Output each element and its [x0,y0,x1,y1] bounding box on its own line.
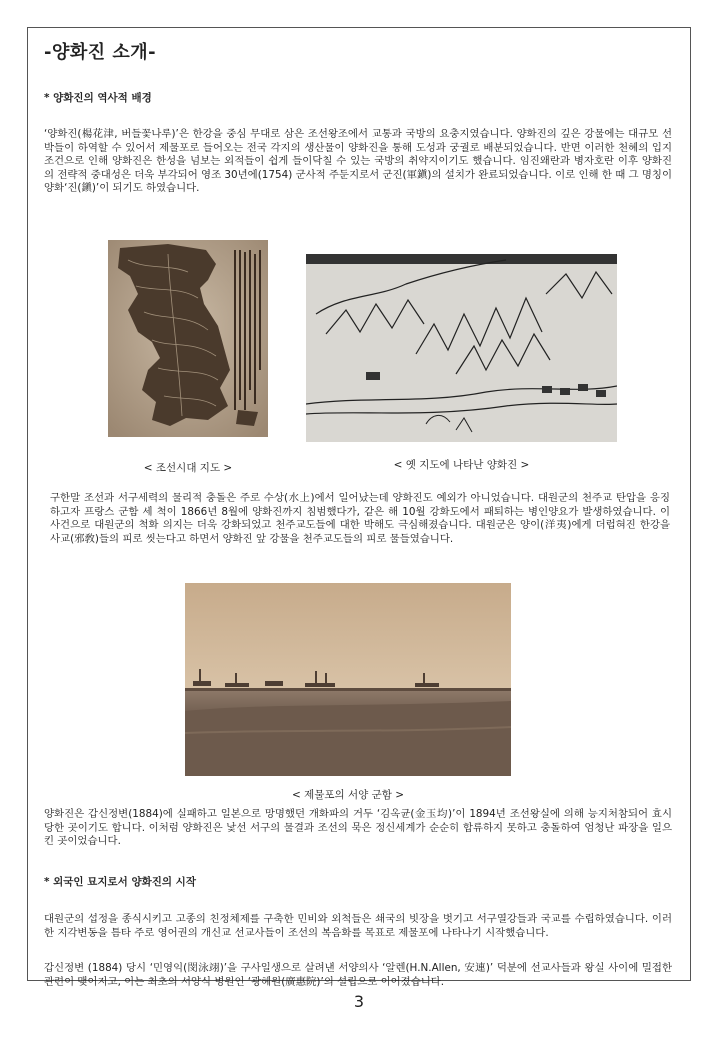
old-yanghwajin-map-image [306,254,617,442]
jemulpo-warship-photo [185,583,511,776]
caption-old-map: < 옛 지도에 나타난 양화진 > [393,459,530,471]
paragraph-byeonginyangyo: 구한말 조선과 서구세력의 물리적 충돌은 주로 수상(水上)에서 일어났는데 양화진도 예외가 아니었습니다. 대원군의 천주교 탄압을 응징하고자 프랑스 군함 세 척이 1866년 8월에 양화진까지 침범했다가, 같은 해 10월 강화도에서 패퇴하는 병인양요가 발생하였습니다. 이 사건으로 대원군의 척화 의지는 더욱 강화되었고 천주교도들에 대한 박해도 극심해졌습니다. 대원군은 양이(洋夷)에게 더럽혀진 한강을 사교(邪敎)들의 피로 씻는다고 하면서 양화진 앞 강물을 천주교도들의 피로 물들였습니다. [50,492,670,545]
paragraph-kim-okgyun: 양화진은 갑신정변(1884)에 실패하고 일본으로 망명했던 개화파의 거두 ‘김옥균(金玉均)’이 1894년 조선왕실에 의해 능지처참되어 효시 당한 곳이기도 합니다. 이처럼 양화진은 낯선 서구의 물결과 조선의 묵은 정신세계가 순순히 합류하지 못하고 충돌하여 엄청난 파장을 일으킨 곳이었습니다. [44,808,672,848]
page-title: -양화진 소개- [44,42,157,63]
paragraph-allen: 갑신정변 (1884) 당시 ‘민영익(閔泳翊)’을 구사일생으로 살려낸 서양의사 ‘알렌(H.N.Allen, 安連)’ 덕분에 선교사들과 왕실 사이에 밀접한 관련이 맺어지고, 이는 최초의 서양식 병원인 ‘광혜원(廣惠院)’의 설립으로 이어졌습니다. [44,962,672,988]
paragraph-missionaries: 대원군의 섭정을 종식시키고 고종의 친정체제를 구축한 민비와 외척들은 쇄국의 빗장을 벗기고 서구열강들과 국교를 수립하였습니다. 이러한 지각변동을 틈타 주로 영어권의 개신교 선교사들이 조선의 복음화를 목표로 제물포에 나타나기 시작했습니다. [44,913,672,939]
caption-joseon-map: < 조선시대 지도 > [143,462,233,474]
paragraph-history: ‘양화진(楊花津, 버들꽃나루)’은 한강을 중심 무대로 삼은 조선왕조에서 교통과 국방의 요충지였습니다. 양화진의 깊은 강물에는 대규모 선박들이 하역할 수 있어서 제물포로 들어오는 전국 각지의 생산물이 양화진을 통해 도성과 궁궐로 배분되었습니다. 반면 이러한 천혜의 입지조건으로 인해 양화진은 한성을 넘보는 외적들이 쉽게 들이닥칠 수 있는 국방의 취약지이기도 했습니다. 임진왜란과 병자호란 이후 양화진의 전략적 중대성은 더욱 부각되어 영조 30년에(1754) 군사적 주둔지로서 군진(軍鎭)의 설치가 완료되었습니다. 이로 인해 한 때 그 명칭이 양화‘진(鎭)’이 되기도 하였습니다. [44,128,672,195]
section-heading-cemetery: * 외국인 묘지로서 양화진의 시작 [44,876,196,888]
page-number: 3 [353,992,365,1011]
joseon-map-image [108,240,268,437]
caption-warship-photo: < 제물포의 서양 군함 > [291,789,405,801]
section-heading-history: * 양화진의 역사적 배경 [44,92,152,104]
